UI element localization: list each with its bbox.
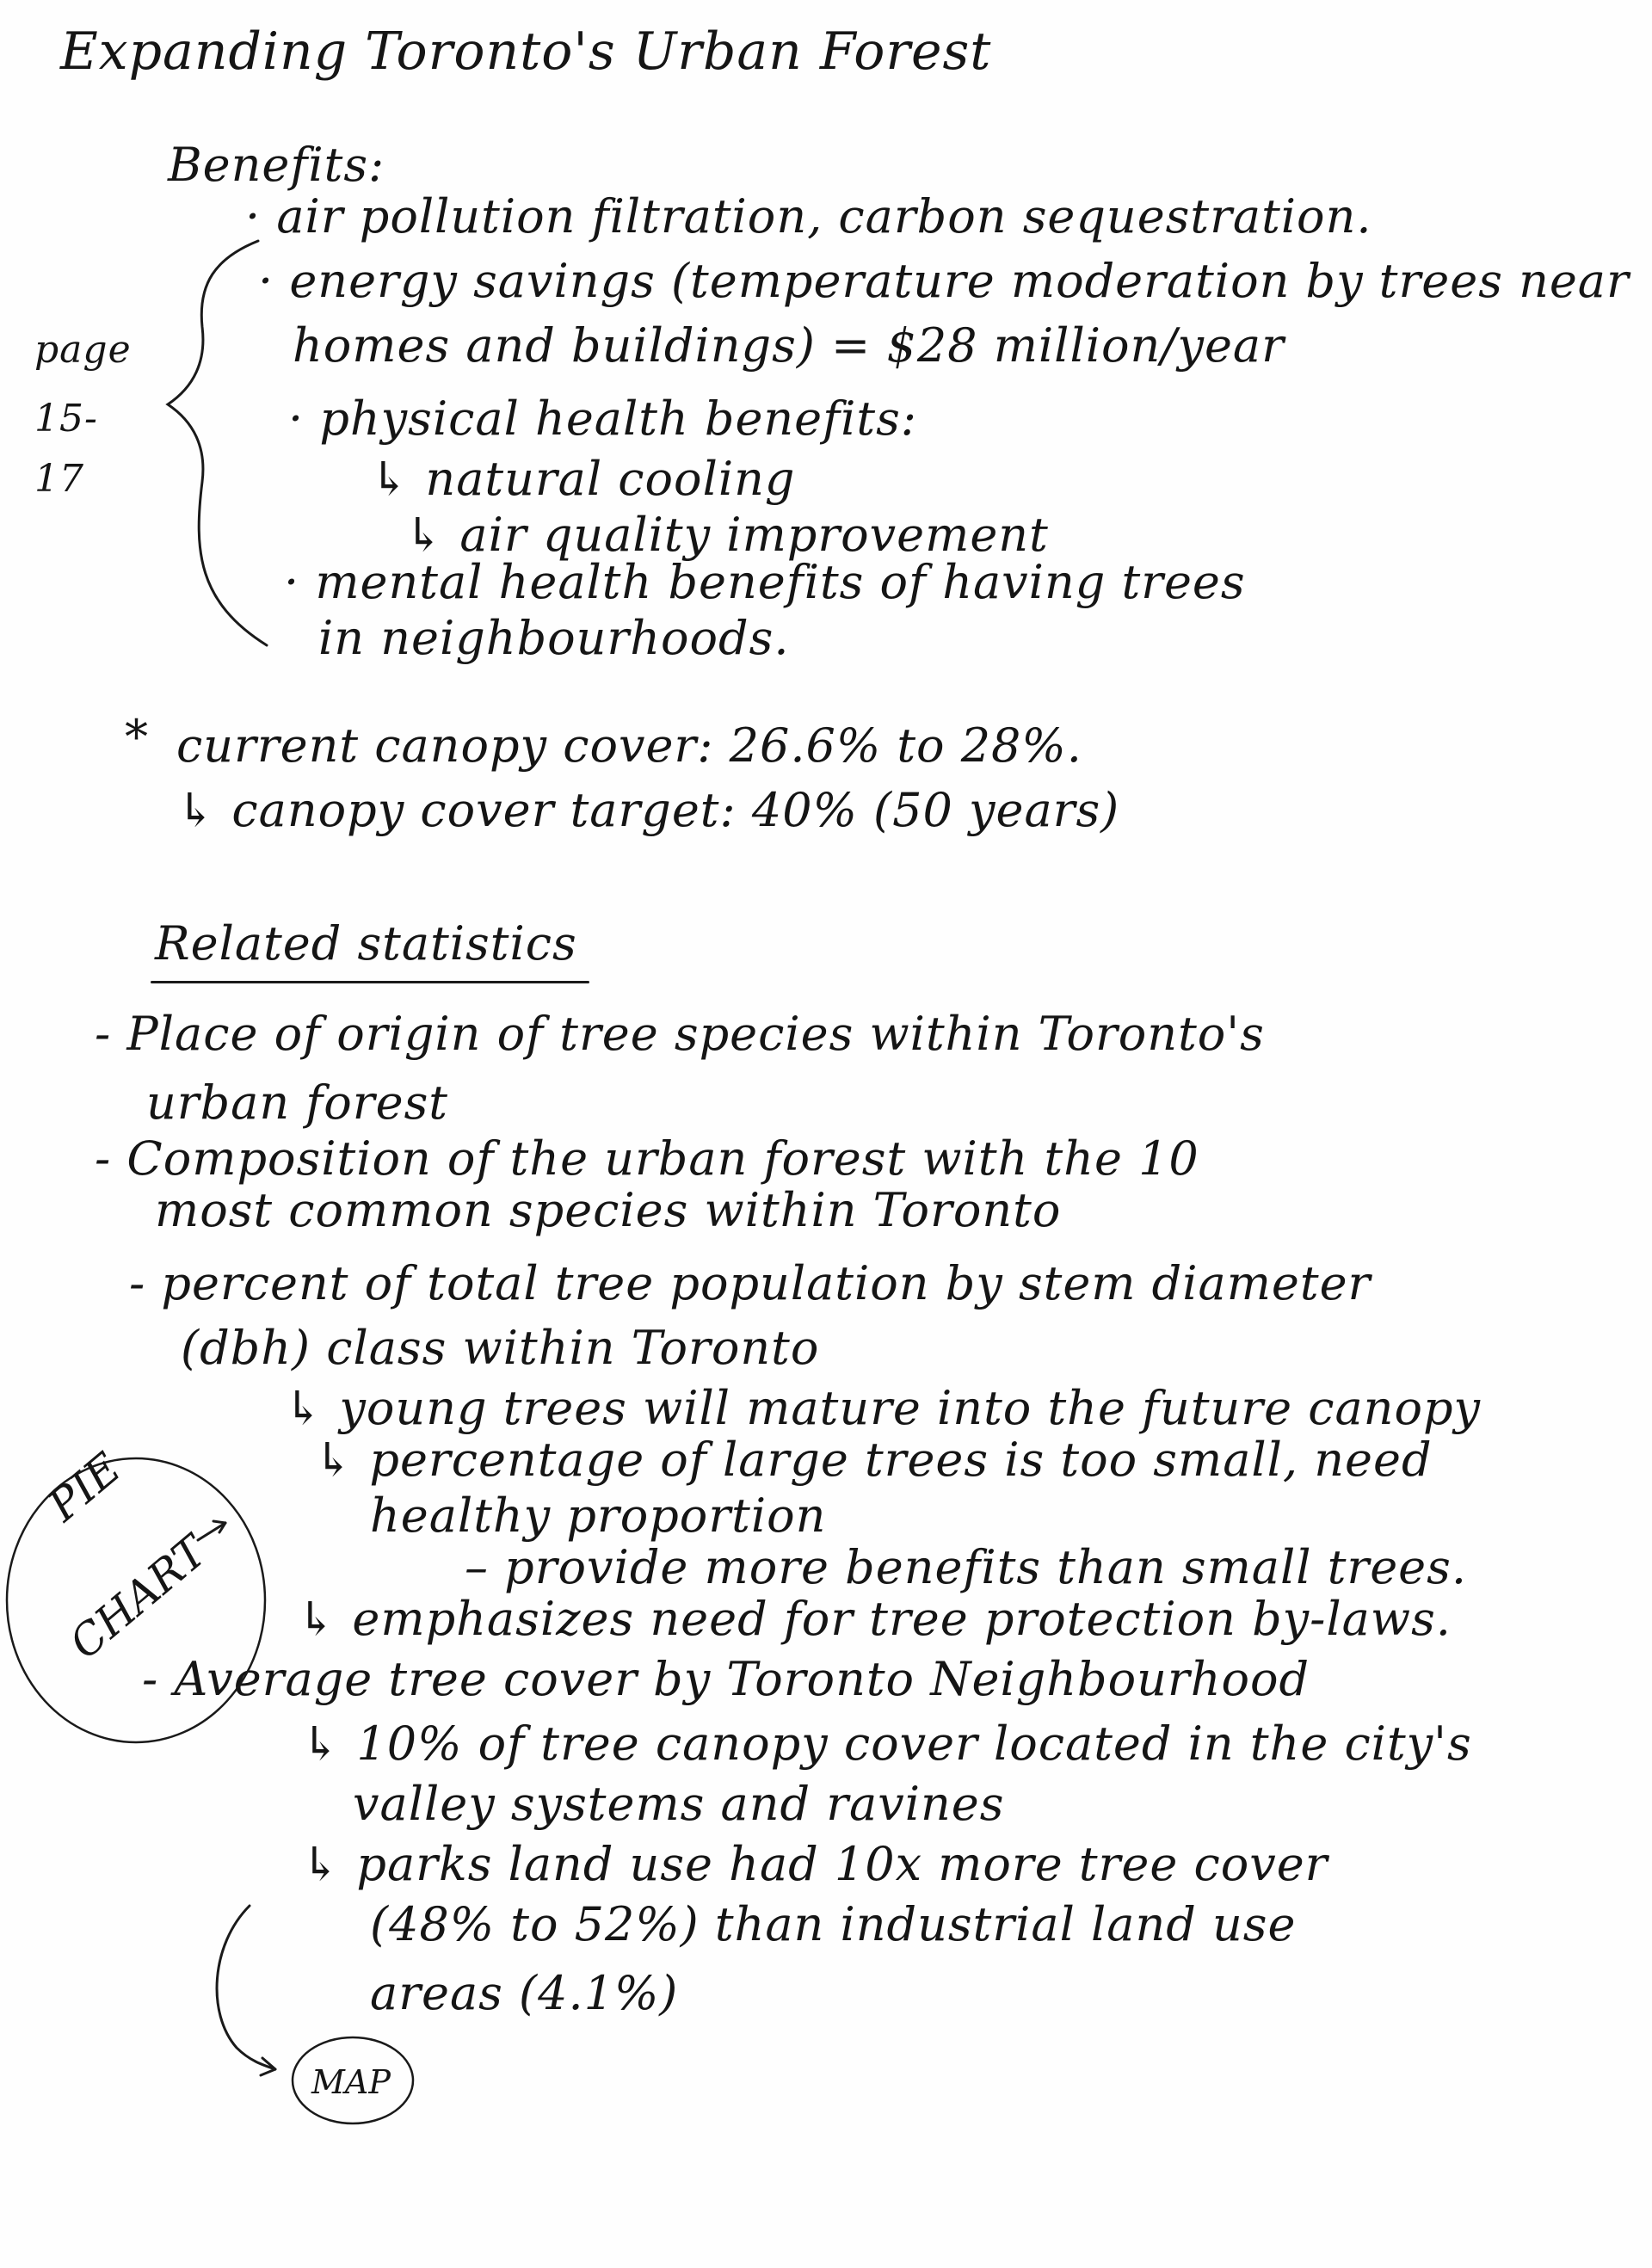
margin-note-line-1: page [34, 328, 132, 372]
stat-line-3: - Composition of the urban forest with the 10 [95, 1131, 1199, 1186]
map-note: MAP [311, 2063, 391, 2101]
canopy-star: * [125, 710, 149, 764]
benefit-line-1: · air pollution filtration, carbon sequestration. [245, 189, 1372, 243]
stat-sub-line-5: ↳ emphasizes need for tree protection by-laws. [297, 1592, 1452, 1646]
page-title: Expanding Toronto's Urban Forest [60, 22, 992, 82]
canopy-target: ↳ canopy cover target: 40% (50 years) [176, 783, 1120, 837]
benefits-heading: Benefits: [168, 138, 385, 192]
stat-sub-line-2: ↳ percentage of large trees is too small, need [314, 1433, 1433, 1487]
stat-sub-line-8: ↳ parks land use had 10x more tree cover [301, 1837, 1328, 1891]
benefit-line-2: · energy savings (temperature moderation by trees near [258, 254, 1630, 308]
benefit-sub-line-2: ↳ air quality improvement [404, 508, 1049, 562]
stat-line-5: - percent of total tree population by stem diameter [129, 1256, 1372, 1310]
canopy-current: current canopy cover: 26.6% to 28%. [176, 718, 1082, 773]
benefit-line-5: · mental health benefits of having trees [284, 555, 1246, 609]
stat-sub-line-6: ↳ 10% of tree canopy cover located in the city's [301, 1716, 1472, 1771]
margin-note-line-2: 15- [34, 397, 98, 441]
stat-sub-line-7: valley systems and ravines [353, 1777, 1005, 1831]
stat-sub-line-4: – provide more benefits than small trees. [465, 1540, 1468, 1594]
statistics-heading: Related statistics [155, 916, 577, 971]
map-arrow [217, 1906, 275, 2069]
benefits-brace [168, 241, 267, 645]
benefit-line-3: homes and buildings) = $28 million/year [293, 318, 1285, 373]
stat-line-1: - Place of origin of tree species within Toronto's [95, 1007, 1265, 1061]
benefit-line-4: · physical health benefits: [288, 391, 918, 446]
stat-sub-line-10: areas (4.1%) [370, 1966, 679, 2020]
pie-note-line-2: CHART [60, 1526, 217, 1669]
stat-sub-line-1: ↳ young trees will mature into the future canopy [284, 1381, 1482, 1435]
stat-line-6: (dbh) class within Toronto [181, 1321, 820, 1375]
stat-line-4: most common species within Toronto [155, 1183, 1062, 1237]
margin-note-line-3: 17 [34, 457, 84, 501]
stat-line-7: - Average tree cover by Toronto Neighbourhood [142, 1652, 1310, 1706]
stat-sub-line-9: (48% to 52%) than industrial land use [370, 1897, 1297, 1951]
pie-note-line-1: PIE [39, 1443, 131, 1532]
stat-line-2: urban forest [146, 1075, 448, 1130]
benefit-line-6: in neighbourhoods. [318, 611, 790, 665]
benefit-sub-line-1: ↳ natural cooling [370, 452, 796, 506]
stat-sub-line-3: healthy proportion [370, 1488, 827, 1543]
